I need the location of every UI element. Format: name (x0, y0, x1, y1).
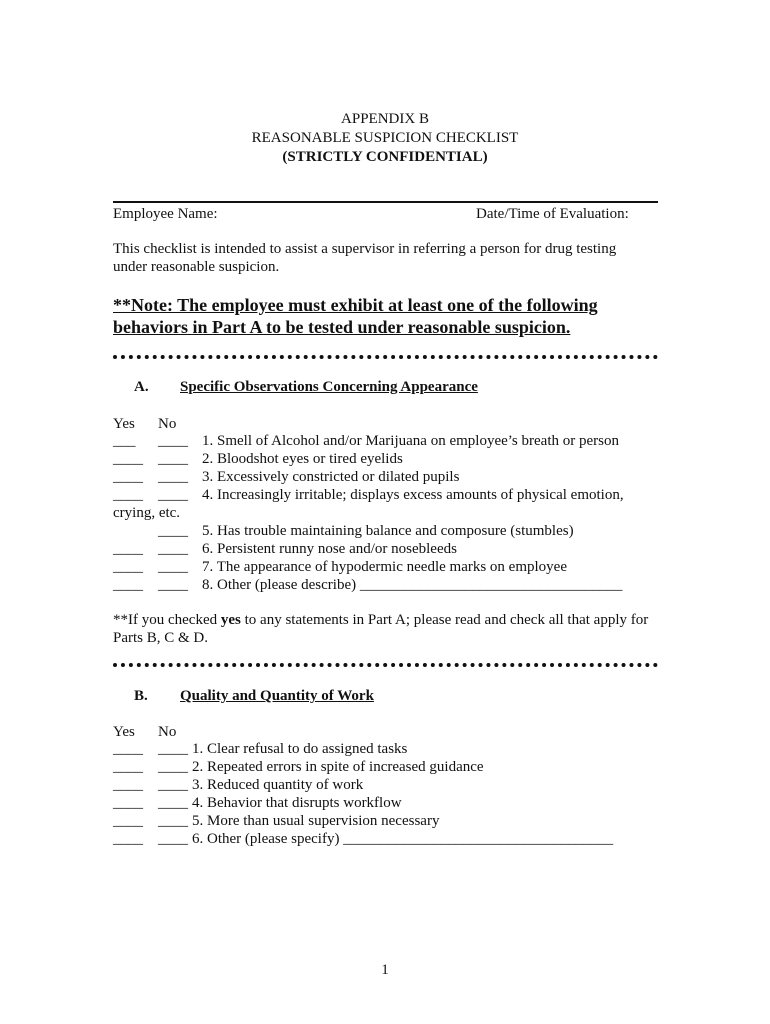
item-text: 1. Smell of Alcohol and/or Marijuana on employee’s breath or person (202, 433, 619, 449)
dotted-divider-1 (113, 355, 658, 359)
no-blank[interactable]: ____ (158, 559, 188, 575)
item-text: 2. Repeated errors in spite of increased guidance (192, 759, 484, 775)
confidential-title: (STRICTLY CONFIDENTIAL) (282, 149, 488, 165)
no-blank[interactable]: ____ (158, 759, 188, 775)
page-number: 1 (381, 962, 389, 978)
no-blank[interactable]: ____ (158, 813, 188, 829)
checklist-title: REASONABLE SUSPICION CHECKLIST (251, 130, 519, 146)
followup-pre: **If you checked (113, 612, 221, 628)
appendix-title: APPENDIX B (341, 111, 429, 127)
yes-blank[interactable]: ____ (113, 759, 143, 775)
no-blank[interactable]: ____ (158, 541, 188, 557)
followup-line-1 (113, 611, 648, 629)
item-text: 4. Behavior that disrupts workflow (192, 795, 402, 811)
note-line-1: **Note: The employee must exhibit at least one of the following (113, 295, 598, 315)
item-text: 6. Persistent runny nose and/or nosebleeds (202, 541, 457, 557)
section-a-yes-header: Yes (113, 416, 135, 432)
item-text: 3. Reduced quantity of work (192, 777, 364, 793)
item-text: 3. Excessively constricted or dilated pupils (202, 469, 460, 485)
intro-line-1: This checklist is intended to assist a supervisor in referring a person for drug testing (113, 241, 617, 257)
section-a-no-header: No (158, 416, 177, 432)
yes-blank[interactable]: ____ (113, 451, 143, 467)
yes-blank[interactable]: ____ (113, 469, 143, 485)
item-text: 2. Bloodshot eyes or tired eyelids (202, 451, 403, 467)
item-text: 5. Has trouble maintaining balance and composure (stumbles) (202, 523, 574, 539)
followup-line-2: Parts B, C & D. (113, 630, 209, 646)
item-text: crying, etc. (113, 505, 181, 521)
yes-blank[interactable]: ____ (113, 541, 143, 557)
item-text: 5. More than usual supervision necessary (192, 813, 440, 829)
section-a-letter: A. (134, 379, 149, 395)
section-b-no-header: No (158, 724, 177, 740)
no-blank[interactable]: ____ (158, 777, 188, 793)
employee-name-label: Employee Name: (113, 206, 218, 222)
no-blank[interactable]: ____ (158, 487, 188, 503)
yes-blank[interactable]: ____ (113, 777, 143, 793)
followup-post: to any statements in Part A; please read and check all that apply for (240, 612, 649, 628)
datetime-label: Date/Time of Evaluation: (476, 206, 629, 222)
no-blank[interactable]: ____ (158, 831, 188, 847)
no-blank[interactable]: ____ (158, 469, 188, 485)
no-blank[interactable]: ____ (158, 577, 188, 593)
no-blank[interactable]: ____ (158, 451, 188, 467)
no-blank[interactable]: ____ (158, 433, 188, 449)
yes-blank[interactable]: ____ (113, 795, 143, 811)
item-text: 6. Other (please specify) ____________________________________ (192, 831, 614, 847)
yes-blank[interactable]: ____ (113, 577, 143, 593)
dotted-divider-2 (113, 663, 658, 667)
yes-blank[interactable]: ____ (113, 813, 143, 829)
section-a-title: Specific Observations Concerning Appearance (180, 379, 478, 395)
yes-blank[interactable]: ____ (113, 831, 143, 847)
section-b-letter: B. (134, 688, 148, 704)
no-blank[interactable]: ____ (158, 523, 188, 539)
intro-line-2: under reasonable suspicion. (113, 259, 280, 275)
no-blank[interactable]: ____ (158, 741, 188, 757)
yes-blank[interactable]: ____ (113, 487, 143, 503)
yes-blank[interactable]: ___ (113, 433, 136, 449)
section-b-yes-header: Yes (113, 724, 135, 740)
no-blank[interactable]: ____ (158, 795, 188, 811)
item-text: 7. The appearance of hypodermic needle marks on employee (202, 559, 567, 575)
yes-blank[interactable]: ____ (113, 741, 143, 757)
item-text: 4. Increasingly irritable; displays excess amounts of physical emotion, (202, 487, 624, 503)
yes-blank[interactable]: ____ (113, 559, 143, 575)
header-rule (113, 201, 658, 203)
item-text: 1. Clear refusal to do assigned tasks (192, 741, 408, 757)
item-text: 8. Other (please describe) ___________________________________ (202, 577, 623, 593)
followup-yes: yes (220, 612, 241, 628)
note-line-2: behaviors in Part A to be tested under reasonable suspicion. (113, 317, 571, 337)
section-b-title: Quality and Quantity of Work (180, 688, 374, 704)
